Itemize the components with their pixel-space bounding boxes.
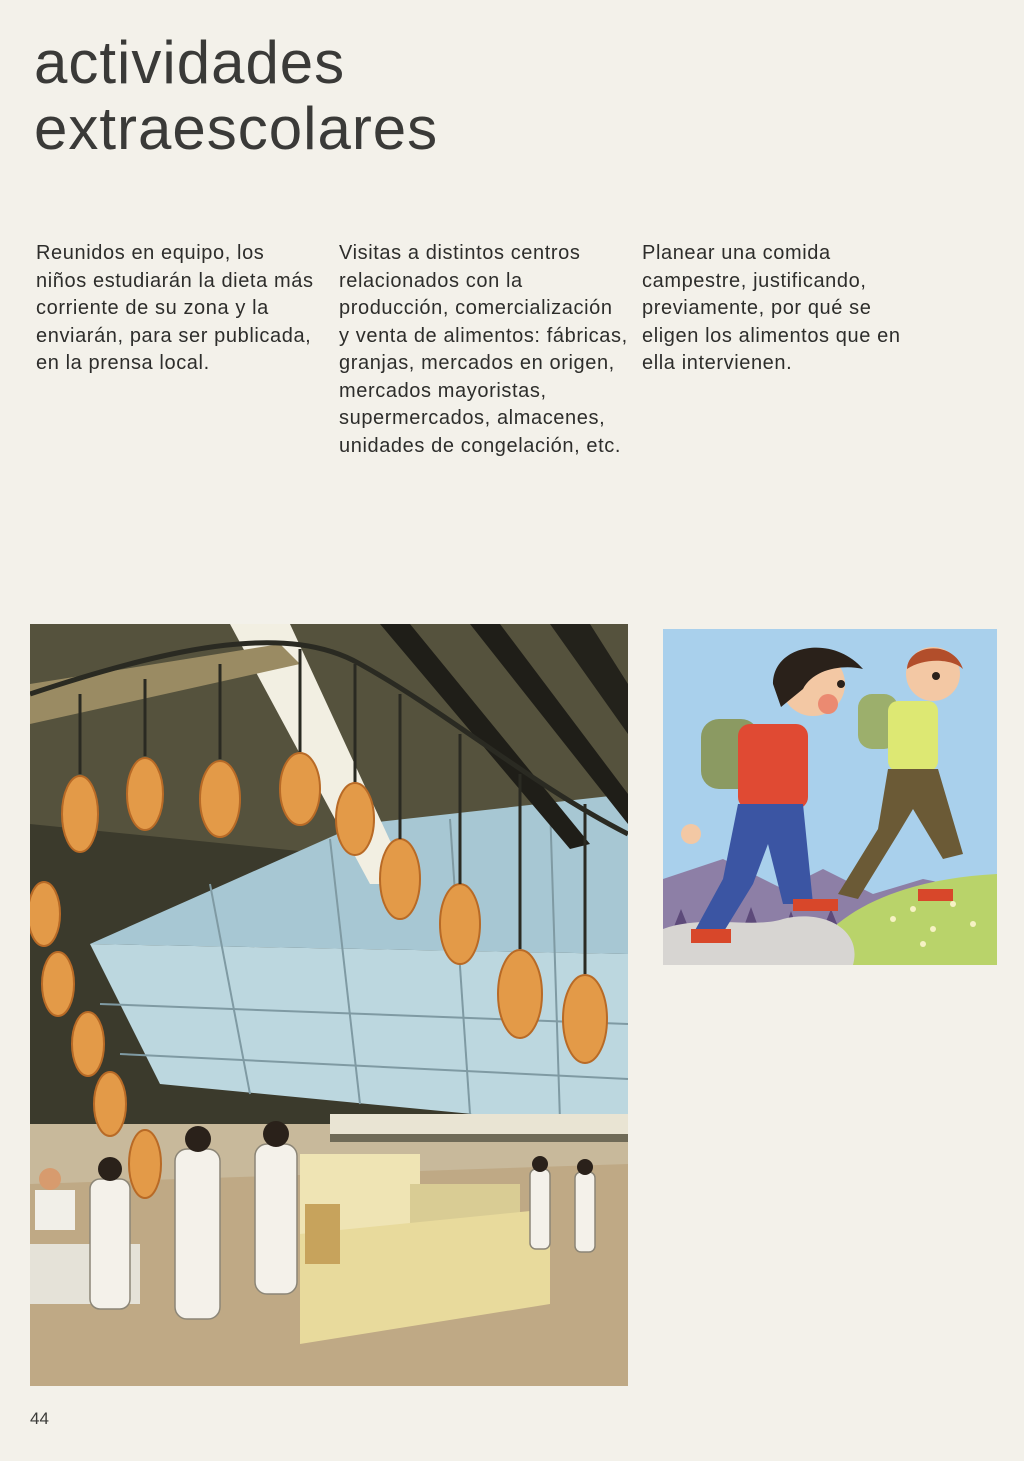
page-number: 44 [30, 1409, 49, 1428]
column-2-paragraph: Visitas a distintos centros relacionados con la producción, comercialización y venta de alimentos: fábricas, granjas, mercados en origen, mercados mayoristas, supermercados, almacenes, unidades de congelación, etc. [339, 242, 628, 457]
column-1-paragraph: Reunidos en equipo, los niños estudiarán la dieta más corriente de su zona y la enviarán, para ser publicada, en la prensa local. [36, 242, 314, 374]
page-title-line-2: extraescolares [34, 95, 439, 162]
page-title [34, 30, 438, 162]
text-column-2 [339, 240, 629, 460]
hiking-children-illustration [663, 629, 997, 965]
text-column-3 [642, 240, 922, 378]
poultry-factory-illustration [30, 624, 628, 1386]
page-title-line-1: actividades [34, 29, 346, 96]
text-column-1 [36, 240, 321, 378]
column-3-paragraph: Planear una comida campestre, justificando, previamente, por qué se eligen los alimentos que en ella intervienen. [642, 242, 901, 374]
